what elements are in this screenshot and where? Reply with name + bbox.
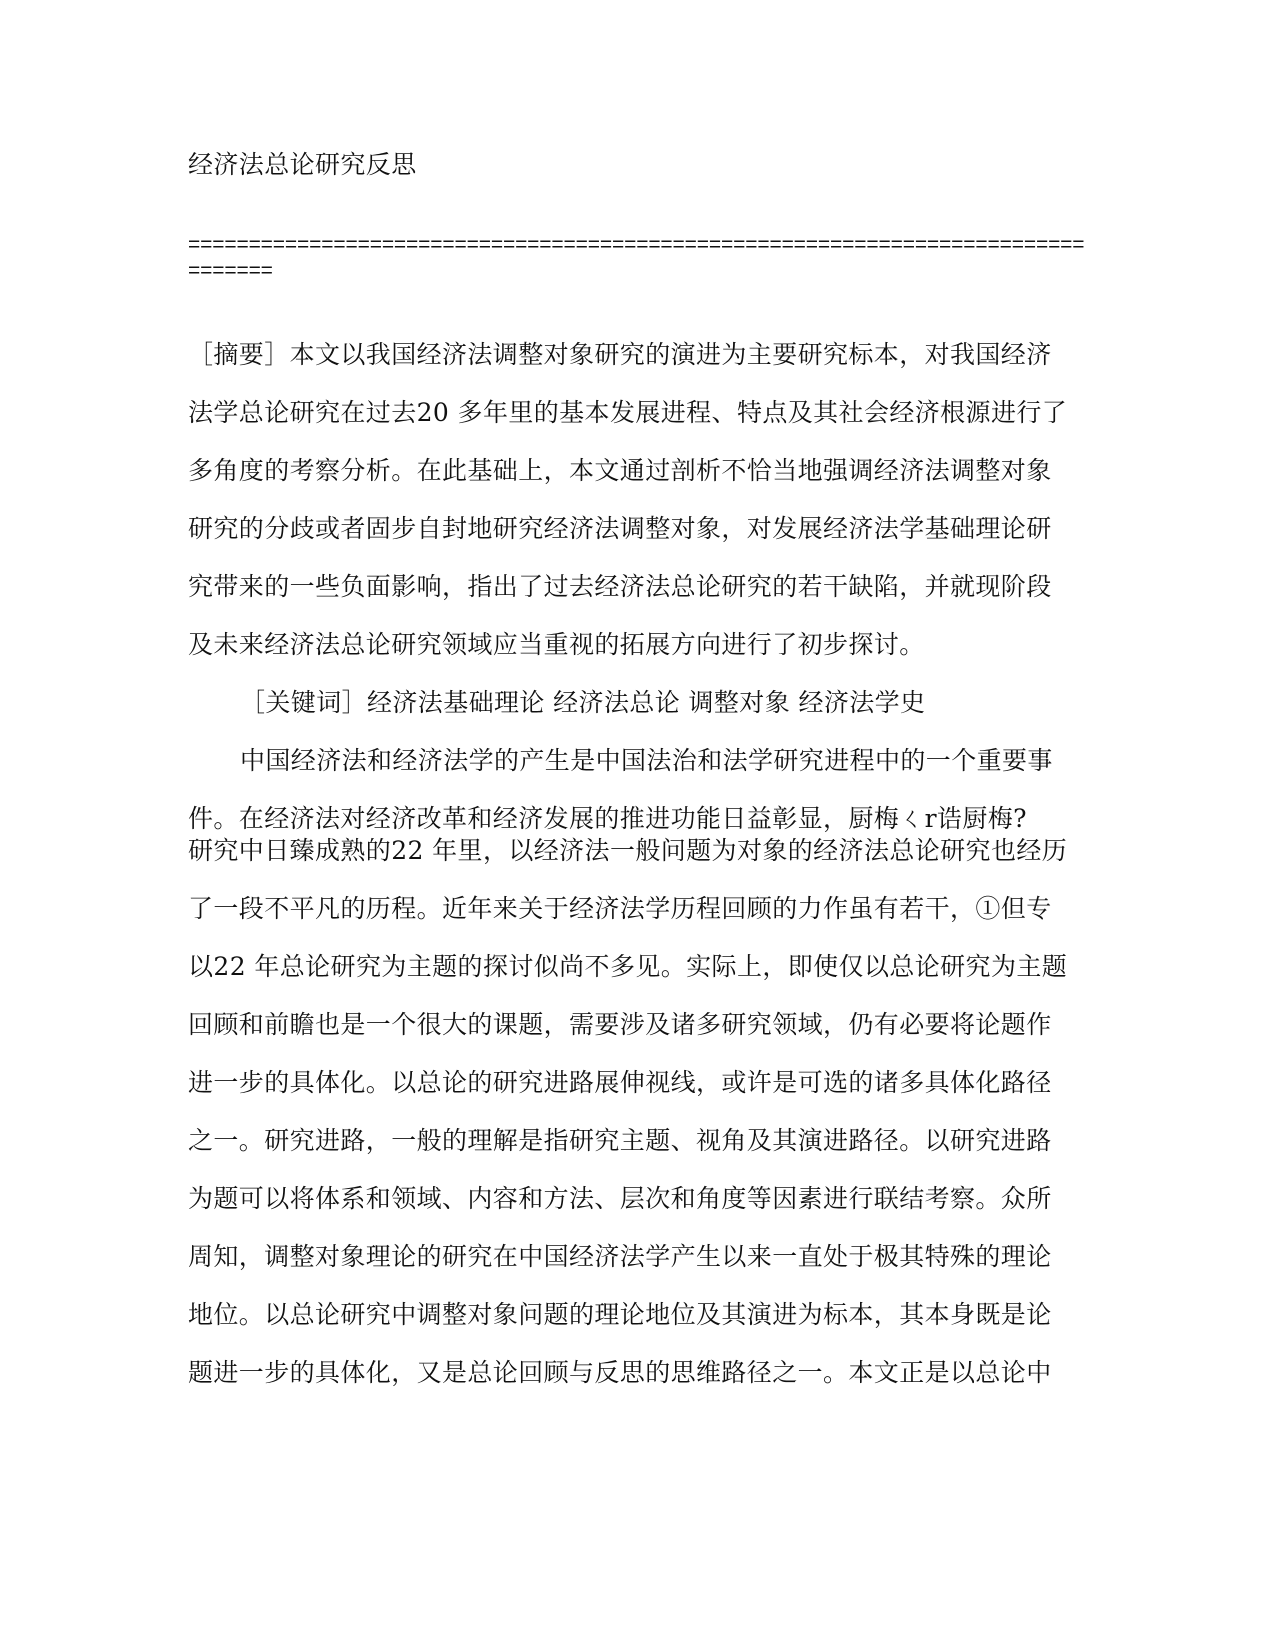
body-line: 地位。以总论研究中调整对象问题的理论地位及其演进为标本，其本身既是论 [188, 1300, 1052, 1329]
body-line: 进一步的具体化。以总论的研究进路展伸视线，或许是可选的诸多具体化路径 [188, 1068, 1052, 1097]
body-line: 为题可以将体系和领域、内容和方法、层次和角度等因素进行联结考察。众所 [188, 1184, 1052, 1213]
abstract-line: 法学总论研究在过去20 多年里的基本发展进程、特点及其社会经济根源进行了 [188, 398, 1068, 427]
body-line: 研究中日臻成熟的22 年里，以经济法一般问题为对象的经济法总论研究也经历 [188, 836, 1068, 865]
body-line: 回顾和前瞻也是一个很大的课题，需要涉及诸多研究领域，仍有必要将论题作 [188, 1010, 1052, 1039]
body-line: 周知，调整对象理论的研究在中国经济法学产生以来一直处于极其特殊的理论 [188, 1242, 1052, 1271]
document-title: 经济法总论研究反思 [188, 150, 417, 179]
body-line: 中国经济法和经济法学的产生是中国法治和法学研究进程中的一个重要事 [240, 746, 1053, 775]
separator-line-continued: ======= [188, 259, 273, 282]
body-line: 之一。研究进路，一般的理解是指研究主题、视角及其演进路径。以研究进路 [188, 1126, 1052, 1155]
body-line: 了一段不平凡的历程。近年来关于经济法学历程回顾的力作虽有若干，①但专 [188, 894, 1052, 923]
separator-line: ========================================================================== [188, 233, 1085, 256]
body-line: 以22 年总论研究为主题的探讨似尚不多见。实际上，即使仅以总论研究为主题 [188, 952, 1068, 981]
keywords-line: ［关键词］经济法基础理论 经济法总论 调整对象 经济法学史 [240, 688, 926, 717]
abstract-line: 研究的分歧或者固步自封地研究经济法调整对象，对发展经济法学基础理论研 [188, 514, 1052, 543]
abstract-line: 及未来经济法总论研究领域应当重视的拓展方向进行了初步探讨。 [188, 630, 925, 659]
body-line: 件。在经济法对经济改革和经济发展的推进功能日益彰显，厨梅ㄑr诰厨梅? [188, 804, 1027, 833]
abstract-line: 究带来的一些负面影响，指出了过去经济法总论研究的若干缺陷，并就现阶段 [188, 572, 1052, 601]
abstract-line: ［摘要］本文以我国经济法调整对象研究的演进为主要研究标本，对我国经济 [188, 340, 1052, 369]
body-line: 题进一步的具体化，又是总论回顾与反思的思维路径之一。本文正是以总论中 [188, 1358, 1052, 1387]
abstract-line: 多角度的考察分析。在此基础上，本文通过剖析不恰当地强调经济法调整对象 [188, 456, 1052, 485]
